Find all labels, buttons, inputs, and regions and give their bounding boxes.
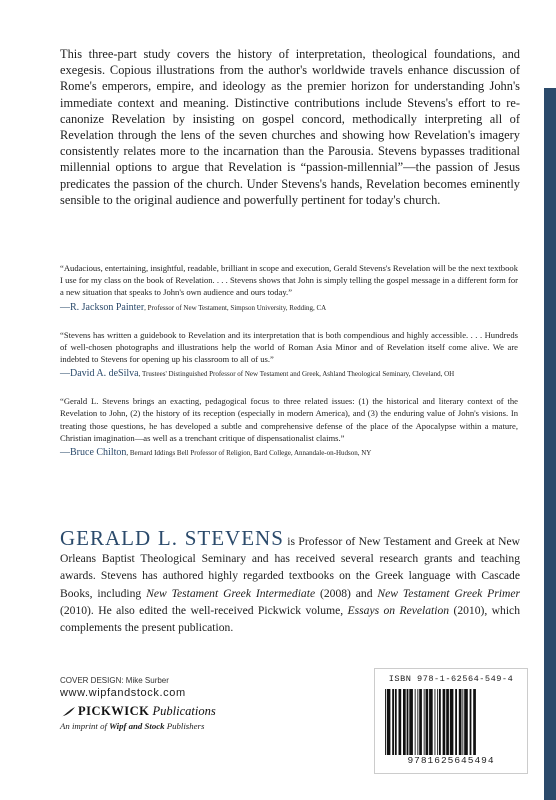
publisher-website[interactable]: www.wipfandstock.com (60, 687, 186, 699)
barcode-bar (450, 689, 454, 755)
endorsement-painter (60, 262, 518, 314)
endorsement-text: “Audacious, entertaining, insightful, readable, brilliant in scope and execution, Gerald Stevens's Revelation will be the next textbook I use for my class on the book of Revelation. . . . Stevens shows that John is simply telling the gospel message in a different form for a new situation that speaks to John's own audience and ours today.” (60, 263, 518, 298)
barcode-bar (415, 689, 416, 755)
barcode-bar (462, 689, 463, 755)
publisher-name-caps: PICKWICK (78, 704, 150, 718)
author-bio (60, 526, 521, 636)
barcode-bar (385, 689, 386, 755)
endorsement-text: “Stevens has written a guidebook to Revelation and its interpretation that is both compendious and highly accessible. . . . Hundreds of well-chosen photographs and illustrations help the world of Roman Asia Minor and of Revelation itself come alive. We are indebted to Stevens for opening up his classroom to all of us.” (60, 329, 518, 365)
barcode-bar (470, 689, 472, 755)
imprint-text: Publishers (164, 721, 205, 731)
book-title: New Testament Greek Intermediate (146, 586, 316, 600)
endorser-name: —R. Jackson Painter (60, 301, 145, 313)
barcode-number: 9781625645494 (407, 755, 495, 766)
barcode-bar (435, 689, 436, 755)
endorsement-attribution (60, 368, 518, 380)
endorser-name: —David A. deSilva (60, 368, 139, 380)
author-bio-text: (2010), which complements the present publication. (60, 603, 520, 635)
barcode-bar (429, 689, 433, 755)
author-bio-text: (2010). He also edited the well-received Pickwick volume, (60, 603, 348, 617)
book-title: Essays on Revelation (347, 603, 450, 617)
cover-design-credit: COVER DESIGN: Mike Surber (60, 676, 169, 685)
barcode-bar (387, 689, 391, 755)
endorser-name: —Bruce Chilton (60, 447, 127, 459)
barcode-bar (403, 689, 406, 755)
barcode-bar (437, 689, 438, 755)
endorsement-text: “Gerald L. Stevens brings an exacting, pedagogical focus to three related issues: (1) the historical and literary context of the Revelation to John, (2) the history of its reception (especially in modern America), and (3) the enduring value of John's visions. In treating those questions, he has developed a subtle and comprehensive defense of the place of the Apocalypse within a mature, Christian imagination—as well as a trenchant critique of dispensationalist claims.” (60, 396, 518, 443)
barcode-bar (446, 689, 449, 755)
barcode-bar (392, 689, 394, 755)
endorsement-attribution (60, 302, 518, 314)
barcode-bar (455, 689, 457, 755)
endorser-affiliation: , Bernard Iddings Bell Professor of Religion, Bard College, Annandale-on-Hudson, NY (126, 449, 372, 458)
barcode-bar (395, 689, 397, 755)
author-name: GERALD L. STEVENS (60, 526, 284, 550)
endorsements (60, 262, 518, 474)
author-bio-text: (2008) and (315, 586, 378, 600)
endorser-affiliation: , Professor of New Testament, Simpson University, Redding, CA (144, 303, 327, 312)
barcode-bar (399, 689, 402, 755)
endorsement-desilva (60, 329, 518, 381)
endorser-affiliation: , Trustees' Distinguished Professor of New Testament and Greek, Ashland Theological Seminary, Cleveland, OH (138, 370, 455, 379)
barcode-bar (464, 689, 468, 755)
publisher-name-rest: Publications (149, 704, 216, 718)
barcode-bar (407, 689, 409, 755)
barcode-bars (383, 689, 519, 755)
endorsement-attribution (60, 447, 518, 459)
barcode-bar (439, 689, 441, 755)
isbn-label: ISBN 978-1-62564-549-4 (388, 674, 514, 684)
book-blurb: This three-part study covers the history of interpretation, theological foundations, and exegesis. Copious illustrations from the author's worldwide travels enhance discussion of Rome's emperors, empire, and ideology as the premier horizon for understanding John's immediate context and meaning. Distinctive contributions include Stevens's effort to re-canonize Revelation by insisting on gospel concord, methodically interpreting all of Revelation through the lens of the seven churches and showing how Revelation's imagery consistently relates more to the incarnation than the Parousia. Stevens bypasses traditional millennial options to argue that Revelation is “passion-millennial”—the passion of Jesus predicates the passion of the church. Under Stevens's hands, Revelation becomes eminently sensible to the original audience and powerfully pertinent for today's church. (60, 47, 520, 207)
barcode-bar (426, 689, 429, 755)
publisher-credits (60, 676, 216, 731)
quill-icon (60, 706, 76, 718)
barcode-bar (409, 689, 413, 755)
imprint-line (60, 721, 216, 731)
spine-color-bar (544, 88, 556, 800)
publisher-name (78, 704, 216, 719)
imprint-text: An imprint of (60, 721, 110, 731)
book-title: New Testament Greek Primer (377, 586, 521, 600)
barcode-bar (417, 689, 418, 755)
isbn-barcode (374, 668, 528, 774)
barcode-bar (443, 689, 446, 755)
author-bio-text: is Professor of New Testament and Greek at New Orleans Baptist Theological Seminary and has received several research grants and teaching awards. Stevens has authored highly regarded textbooks on the Greek language with Cascade Books, including (60, 535, 520, 600)
barcode-bar (419, 689, 422, 755)
imprint-brand: Wipf and Stock (109, 721, 165, 731)
publisher-logo (60, 704, 216, 719)
barcode-bar (459, 689, 462, 755)
barcode-bar (473, 689, 476, 755)
barcode-bar (424, 689, 425, 755)
endorsement-chilton (60, 395, 518, 459)
